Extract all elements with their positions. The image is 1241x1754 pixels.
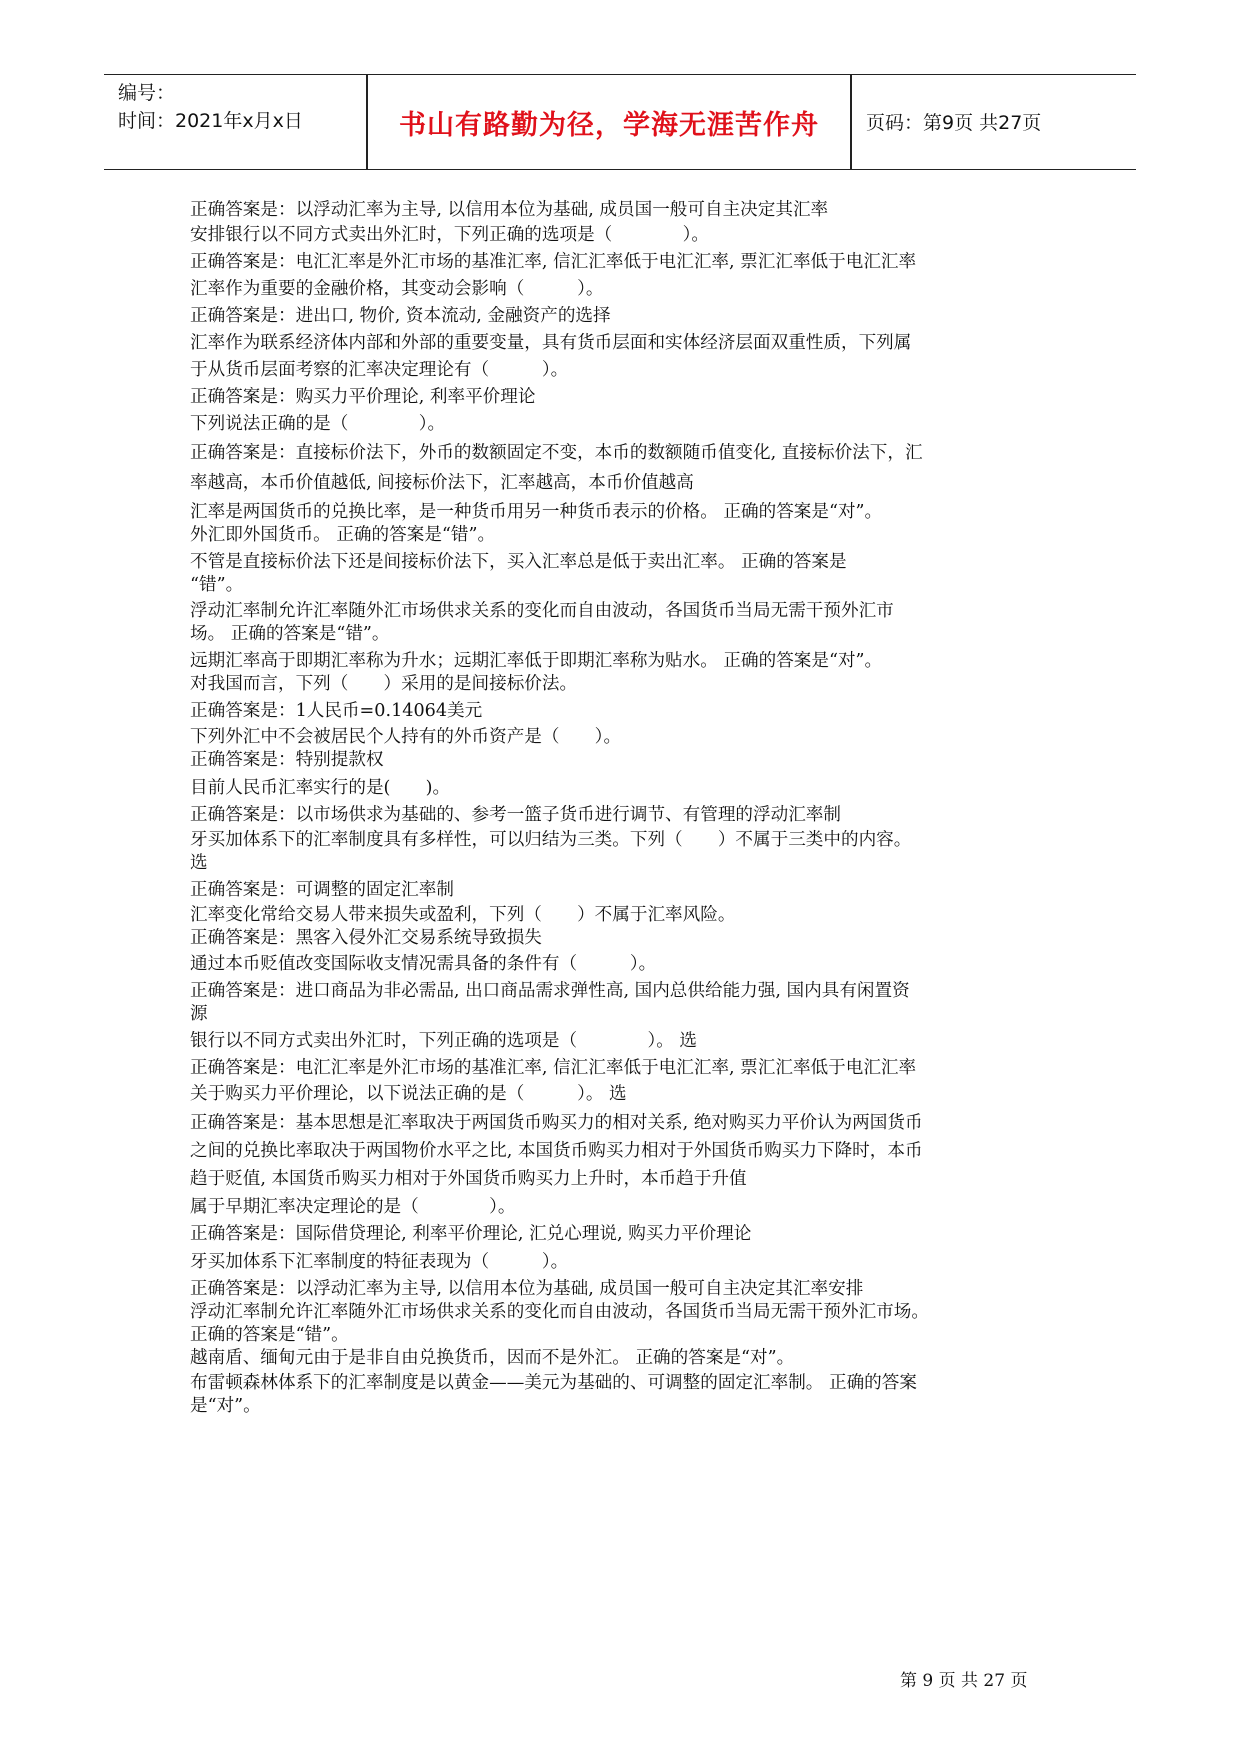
text-line: 正确答案是：可调整的固定汇率制 xyxy=(190,880,454,900)
text-line: 正确答案是：以市场供求为基础的、参考一篮子货币进行调节、有管理的浮动汇率制 xyxy=(190,805,841,825)
text-line: 趋于贬值, 本国货币购买力相对于外国货币购买力上升时，本币趋于升值 xyxy=(190,1169,747,1189)
text-line: 场。 正确的答案是“错”。 xyxy=(190,624,390,644)
text-line: 布雷顿森林体系下的汇率制度是以黄金——美元为基础的、可调整的固定汇率制。 正确的答案 xyxy=(190,1373,917,1393)
text-line: 正确答案是：购买力平价理论, 利率平价理论 xyxy=(190,387,536,407)
text-line: 正确答案是：基本思想是汇率取决于两国货币购买力的相对关系, 绝对购买力平价认为两国货币 xyxy=(190,1113,923,1133)
header-divider-right xyxy=(850,75,852,169)
text-line: 选 xyxy=(190,853,208,873)
text-line: 正确答案是：进出口, 物价, 资本流动, 金融资产的选择 xyxy=(190,306,611,326)
text-line: 安排银行以不同方式卖出外汇时，下列正确的选项是（ ）。 xyxy=(190,225,710,245)
text-line: 正确答案是：1人民币=0.14064美元 xyxy=(190,701,483,721)
text-line: 正确答案是：黑客入侵外汇交易系统导致损失 xyxy=(190,928,542,948)
text-line: 属于早期汇率决定理论的是（ ）。 xyxy=(190,1197,516,1217)
text-line: 汇率作为联系经济体内部和外部的重要变量，具有货币层面和实体经济层面双重性质，下列属 xyxy=(190,333,912,353)
text-line: 通过本币贬值改变国际收支情况需具备的条件有（ ）。 xyxy=(190,954,657,974)
text-line: 目前人民币汇率实行的是( )。 xyxy=(190,778,451,798)
text-line: 汇率作为重要的金融价格，其变动会影响（ ）。 xyxy=(190,279,604,299)
text-line: 不管是直接标价法下还是间接标价法下，买入汇率总是低于卖出汇率。 正确的答案是 xyxy=(190,552,847,572)
text-line: 汇率变化常给交易人带来损失或盈利，下列（ ）不属于汇率风险。 xyxy=(190,905,736,925)
text-line: 率越高，本币价值越低, 间接标价法下，汇率越高，本币价值越高 xyxy=(190,473,694,493)
text-line: 正确答案是：以浮动汇率为主导, 以信用本位为基础, 成员国一般可自主决定其汇率 xyxy=(190,200,829,220)
header-motto: 书山有路勤为径，学海无涯苦作舟 xyxy=(399,109,819,141)
page-footer: 第 9 页 共 27 页 xyxy=(900,1671,1028,1691)
text-line: 关于购买力平价理论，以下说法正确的是（ ）。 选 xyxy=(190,1084,627,1104)
header-page-code: 页码：第9页 共27页 xyxy=(866,112,1042,134)
text-line: 正确答案是：特别提款权 xyxy=(190,750,384,770)
text-line: 浮动汇率制允许汇率随外汇市场供求关系的变化而自由波动，各国货币当局无需干预外汇市场。 xyxy=(190,1302,929,1322)
text-line: 正确的答案是“错”。 xyxy=(190,1325,349,1345)
text-line: 浮动汇率制允许汇率随外汇市场供求关系的变化而自由波动，各国货币当局无需干预外汇市 xyxy=(190,601,894,621)
text-line: 远期汇率高于即期汇率称为升水；远期汇率低于即期汇率称为贴水。 正确的答案是“对”。 xyxy=(190,651,883,671)
time-label: 时间：2021年x月x日 xyxy=(118,110,303,132)
text-line: 正确答案是：电汇汇率是外汇市场的基准汇率, 信汇汇率低于电汇汇率, 票汇汇率低于电汇汇率 xyxy=(190,1058,917,1078)
text-line: 银行以不同方式卖出外汇时，下列正确的选项是（ ）。 选 xyxy=(190,1031,698,1051)
text-line: 正确答案是：直接标价法下，外币的数额固定不变，本币的数额随币值变化, 直接标价法下，汇 xyxy=(190,443,923,463)
text-line: 正确答案是：电汇汇率是外汇市场的基准汇率, 信汇汇率低于电汇汇率, 票汇汇率低于电汇汇率 xyxy=(190,252,917,272)
text-line: 源 xyxy=(190,1004,208,1024)
text-line: 汇率是两国货币的兑换比率，是一种货币用另一种货币表示的价格。 正确的答案是“对”。 xyxy=(190,502,883,522)
text-line: 是“对”。 xyxy=(190,1396,261,1416)
header-meta xyxy=(118,79,303,135)
text-line: 正确答案是：进口商品为非必需品, 出口商品需求弹性高, 国内总供给能力强, 国内具有闲置资 xyxy=(190,981,910,1001)
text-line: 正确答案是：以浮动汇率为主导, 以信用本位为基础, 成员国一般可自主决定其汇率安排 xyxy=(190,1279,864,1299)
text-line: 牙买加体系下的汇率制度具有多样性，可以归结为三类。下列（ ）不属于三类中的内容。 xyxy=(190,830,912,850)
text-line: 越南盾、缅甸元由于是非自由兑换货币，因而不是外汇。 正确的答案是“对”。 xyxy=(190,1348,795,1368)
page-header xyxy=(104,74,1136,170)
text-line: 下列外汇中不会被居民个人持有的外币资产是（ ）。 xyxy=(190,727,622,747)
text-line: 之间的兑换比率取决于两国物价水平之比, 本国货币购买力相对于外国货币购买力下降时，本币 xyxy=(190,1141,923,1161)
text-line: 正确答案是：国际借贷理论, 利率平价理论, 汇兑心理说, 购买力平价理论 xyxy=(190,1224,752,1244)
text-line: 下列说法正确的是（ ）。 xyxy=(190,414,446,434)
number-label: 编号： xyxy=(118,82,176,104)
text-line: 外汇即外国货币。 正确的答案是“错”。 xyxy=(190,525,496,545)
text-line: 牙买加体系下汇率制度的特征表现为（ ）。 xyxy=(190,1252,569,1272)
text-line: 对我国而言，下列（ ）采用的是间接标价法。 xyxy=(190,674,578,694)
text-line: 于从货币层面考察的汇率决定理论有（ ）。 xyxy=(190,360,569,380)
text-line: “错”。 xyxy=(190,575,244,595)
